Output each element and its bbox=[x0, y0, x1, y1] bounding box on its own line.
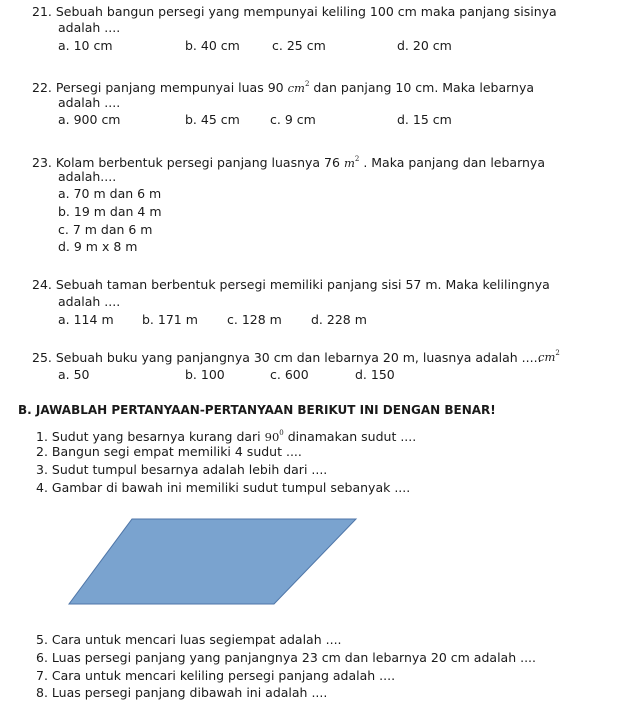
part-b-q2: 2. Bangun segi empat memiliki 4 sudut .... bbox=[36, 444, 302, 459]
q21-option-b: b. 40 cm bbox=[185, 38, 240, 53]
q22-text-after: dan panjang 10 cm. Maka lebarnya bbox=[313, 80, 535, 95]
q22-option-d: d. 15 cm bbox=[397, 112, 452, 127]
q24-option-b: b. 171 m bbox=[142, 312, 198, 327]
q22-text-before: 22. Persegi panjang mempunyai luas 90 bbox=[32, 80, 284, 95]
q23-text-after: . Maka panjang dan lebarnya bbox=[363, 155, 545, 170]
part-b-q3: 3. Sudut tumpul besarnya adalah lebih dari .... bbox=[36, 462, 328, 477]
q21-text-line2: adalah .... bbox=[58, 20, 121, 35]
part-b-q6: 6. Luas persegi panjang yang panjangnya 23 cm dan lebarnya 20 cm adalah .... bbox=[36, 650, 536, 665]
q25-option-d: d. 150 bbox=[355, 367, 395, 382]
q23-option-a: a. 70 m dan 6 m bbox=[58, 186, 162, 201]
q22-text-line1 bbox=[32, 77, 534, 96]
q22-option-a: a. 900 cm bbox=[58, 112, 121, 127]
part-b-q1 bbox=[36, 426, 416, 445]
q23-unit: $m^2$ bbox=[343, 155, 360, 170]
q23-option-c: c. 7 m dan 6 m bbox=[58, 222, 153, 237]
part-b-q4: 4. Gambar di bawah ini memiliki sudut tumpul sebanyak .... bbox=[36, 480, 411, 495]
q21-option-d: d. 20 cm bbox=[397, 38, 452, 53]
q23-text-line2: adalah.... bbox=[58, 169, 117, 184]
parallelogram-figure bbox=[68, 518, 358, 606]
part-b-q7: 7. Cara untuk mencari keliling persegi panjang adalah .... bbox=[36, 668, 396, 683]
q22-text-line2: adalah .... bbox=[58, 95, 121, 110]
q22-option-c: c. 9 cm bbox=[270, 112, 316, 127]
q25-option-c: c. 600 bbox=[270, 367, 309, 382]
q22-option-b: b. 45 cm bbox=[185, 112, 240, 127]
q21-text-line1: 21. Sebuah bangun persegi yang mempunyai keliling 100 cm maka panjang sisinya bbox=[32, 4, 557, 19]
q24-option-d: d. 228 m bbox=[311, 312, 367, 327]
q23-text-before: 23. Kolam berbentuk persegi panjang luasnya 76 bbox=[32, 155, 340, 170]
part-b-q1-angle: $90^0$ bbox=[264, 429, 284, 444]
q23-option-b: b. 19 m dan 4 m bbox=[58, 204, 162, 219]
q24-option-a: a. 114 m bbox=[58, 312, 114, 327]
q24-text-line2: adalah .... bbox=[58, 294, 121, 309]
q22-unit: $cm^2$ bbox=[287, 80, 310, 95]
q24-option-c: c. 128 m bbox=[227, 312, 282, 327]
part-b-q1-before: 1. Sudut yang besarnya kurang dari bbox=[36, 429, 261, 444]
part-b-heading: B. JAWABLAH PERTANYAAN-PERTANYAAN BERIKUT INI DENGAN BENAR! bbox=[18, 403, 496, 417]
q25-option-a: a. 50 bbox=[58, 367, 90, 382]
q25-text-line1: 25. Sebuah buku yang panjangnya 30 cm dan lebarnya 20 m, luasnya adalah ..... bbox=[32, 350, 542, 365]
q21-option-a: a. 10 cm bbox=[58, 38, 113, 53]
q24-text-line1: 24. Sebuah taman berbentuk persegi memiliki panjang sisi 57 m. Maka kelilingnya bbox=[32, 277, 550, 292]
part-b-q8: 8. Luas persegi panjang dibawah ini adalah .... bbox=[36, 685, 328, 700]
q21-option-c: c. 25 cm bbox=[272, 38, 326, 53]
parallelogram-shape bbox=[69, 519, 356, 604]
part-b-q1-after: dinamakan sudut .... bbox=[287, 429, 417, 444]
q25-unit: $cm^2$ bbox=[538, 349, 560, 364]
part-b-q5: 5. Cara untuk mencari luas segiempat adalah .... bbox=[36, 632, 342, 647]
q23-option-d: d. 9 m x 8 m bbox=[58, 239, 138, 254]
q25-option-b: b. 100 bbox=[185, 367, 225, 382]
